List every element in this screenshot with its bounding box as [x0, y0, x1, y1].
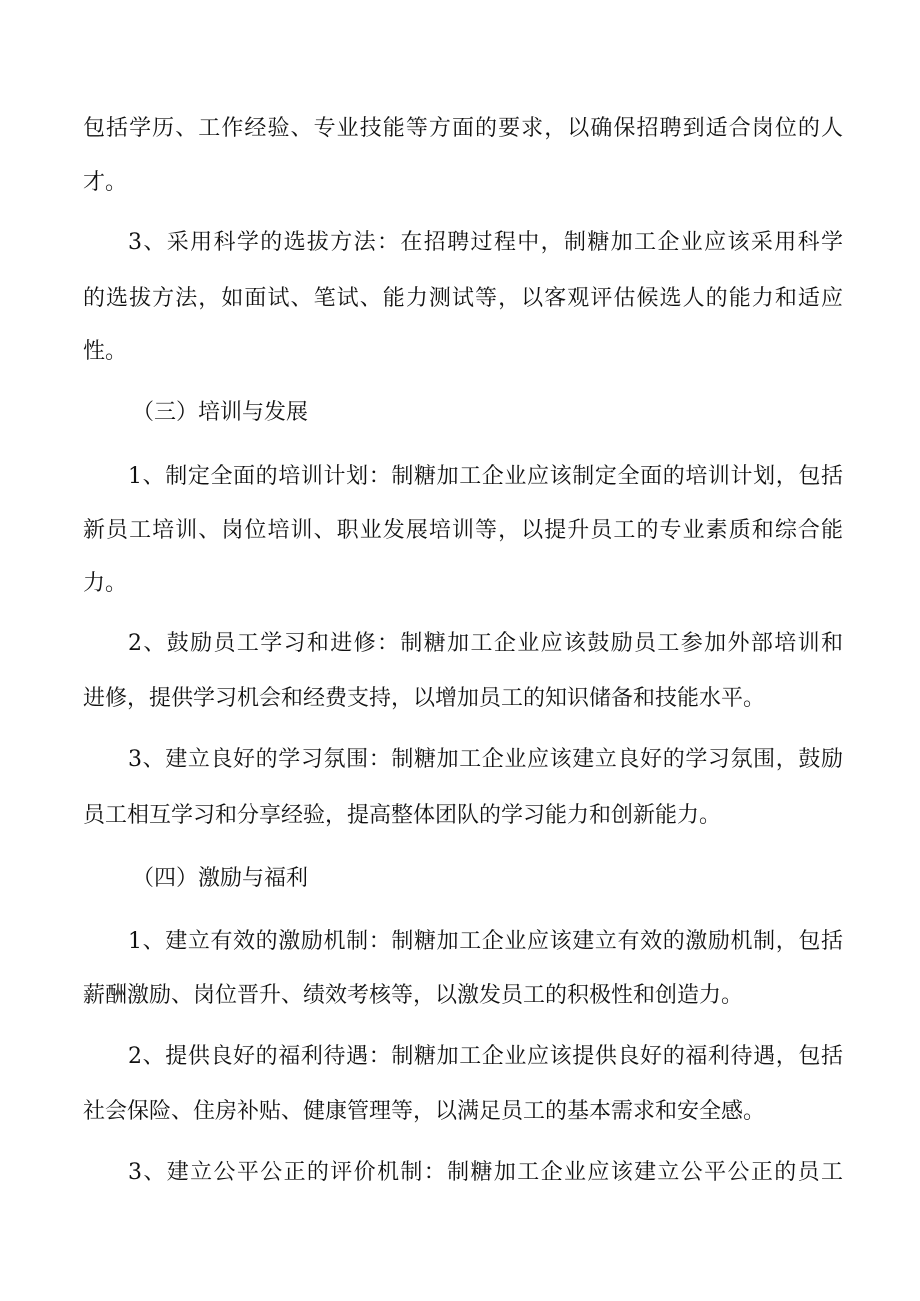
paragraph-line: 才。	[83, 170, 128, 195]
paragraph-line: 社会保险、住房补贴、健康管理等，以满足员工的基本需求和安全感。	[83, 1099, 766, 1124]
paragraph-line: 2、提供良好的福利待遇：制糖加工企业应该提供良好的福利待遇，包括	[128, 1044, 843, 1069]
section-heading-training: （三）培训与发展	[132, 400, 309, 425]
paragraph-line: 1、建立有效的激励机制：制糖加工企业应该建立有效的激励机制，包括	[128, 929, 843, 954]
paragraph-line: 员工相互学习和分享经验，提高整体团队的学习能力和创新能力。	[83, 803, 722, 828]
paragraph-line: 3、采用科学的选拔方法：在招聘过程中，制糖加工企业应该采用科学	[128, 230, 843, 255]
section-heading-incentives: （四）激励与福利	[132, 866, 309, 891]
paragraph-line: 2、鼓励员工学习和进修：制糖加工企业应该鼓励员工参加外部培训和	[128, 631, 843, 656]
paragraph-line: 进修，提供学习机会和经费支持，以增加员工的知识储备和技能水平。	[83, 686, 766, 711]
paragraph-line: 性。	[83, 339, 128, 364]
paragraph-line: 3、建立公平公正的评价机制：制糖加工企业应该建立公平公正的员工	[128, 1160, 843, 1185]
paragraph-line: 的选拔方法，如面试、笔试、能力测试等，以客观评估候选人的能力和适应	[83, 286, 843, 311]
paragraph-line: 新员工培训、岗位培训、职业发展培训等，以提升员工的专业素质和综合能	[83, 518, 843, 543]
paragraph-line: 3、建立良好的学习氛围：制糖加工企业应该建立良好的学习氛围，鼓励	[128, 747, 843, 772]
paragraph-line: 薪酬激励、岗位晋升、绩效考核等，以激发员工的积极性和创造力。	[83, 983, 744, 1008]
paragraph-line: 包括学历、工作经验、专业技能等方面的要求，以确保招聘到适合岗位的人	[83, 116, 843, 141]
paragraph-line: 力。	[83, 571, 128, 596]
paragraph-line: 1、制定全面的培训计划：制糖加工企业应该制定全面的培训计划，包括	[128, 464, 843, 489]
